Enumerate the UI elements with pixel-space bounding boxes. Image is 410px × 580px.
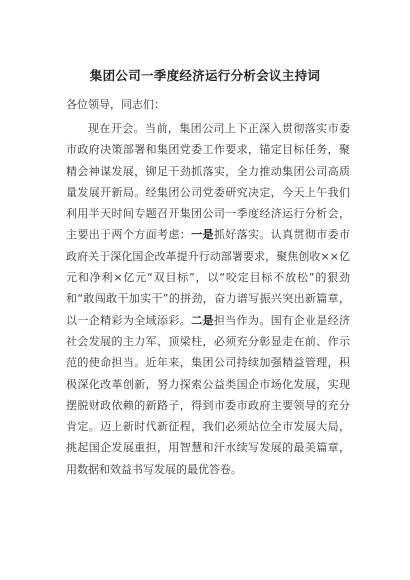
point-two-label: 二是 — [191, 313, 214, 327]
body-text-2: 抓好落实。认真贯彻市委市政府关于深化国企改革提升行动部署要求，聚焦创收××亿元和净利×亿元“双目标”，以“咬定目标不放松”的狠劲和“敢闯敢干加实干”的拼劲，奋力谱写振兴突出新篇章，以一企精彩为全域添彩。 — [66, 228, 350, 327]
document-title: 集团公司一季度经济运行分析会议主持词 — [89, 68, 321, 83]
body-text-3: 担当作为。国有企业是经济社会发展的主力军、顶梁柱，必须充分彰显走在前、作示范的使命担当。近年来，集团公司持续加强精益管理，积极深化改革创新，努力探索公益类国企市场化发展，实现摆脱财政依赖的新路子，得到市委市政府主要领导的充分肯定。迈上新时代新征程，我们必须站位全市发展大局，挑起国企发展重担，用智慧和汗水续写发展的最美篇章，用数据和效益书写发展的最优答卷。 — [66, 313, 350, 476]
body-paragraph — [66, 118, 350, 480]
point-one-label: 一是 — [191, 228, 214, 242]
salutation: 各位领导，同志们： — [66, 98, 165, 111]
body-text-1: 现在开会。当前，集团公司上下正深入贯彻落实市委市政府决策部署和集团党委工作要求，锚定目标任务，聚精会神谋发展，铆足干劲抓落实，全力推动集团公司高质量发展开新局。经集团公司党委研究决定，今天上午我们利用半天时间专题召开集团公司一季度经济运行分析会，主要出于两个方面考虑： — [66, 122, 350, 242]
